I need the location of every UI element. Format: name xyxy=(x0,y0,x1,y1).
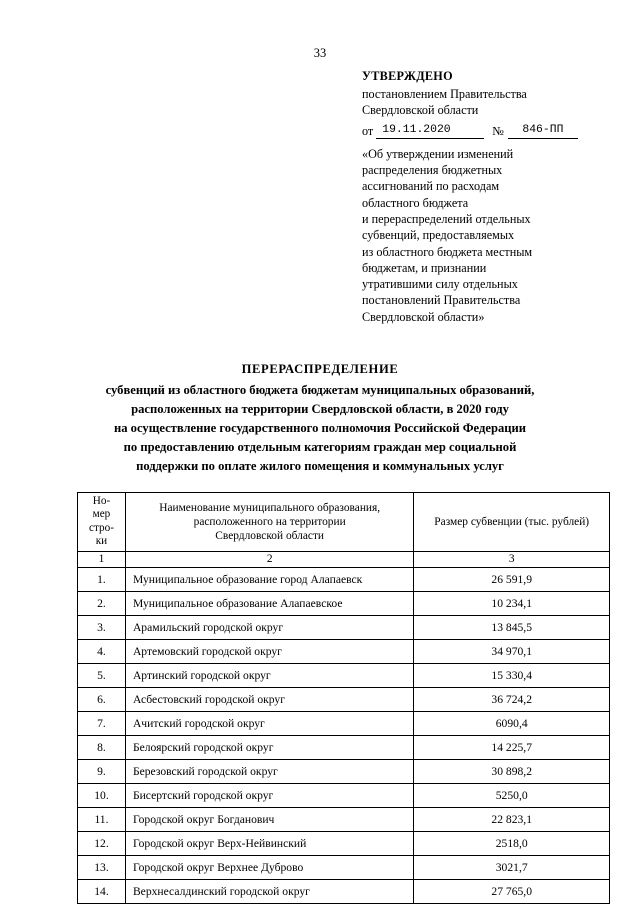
row-name: Бисертский городской округ xyxy=(125,783,413,807)
row-name: Городской округ Верх-Нейвинский xyxy=(125,831,413,855)
table-row xyxy=(78,807,610,831)
header-amount: Размер субвенции (тыс. рублей) xyxy=(414,493,610,552)
row-value: 26 591,9 xyxy=(414,567,610,591)
heading-line-4: по предоставлению отдельным категориям граждан мер социальной xyxy=(123,440,517,454)
row-value: 15 330,4 xyxy=(414,663,610,687)
approval-line-1: постановлением Правительства xyxy=(362,87,527,102)
number-label: № xyxy=(492,123,504,138)
table-row xyxy=(78,567,610,591)
row-name: Городской округ Верхнее Дуброво xyxy=(125,855,413,879)
row-index: 6. xyxy=(78,687,126,711)
row-index: 12. xyxy=(78,831,126,855)
row-value: 34 970,1 xyxy=(414,639,610,663)
table-row xyxy=(78,639,610,663)
page-number: 33 xyxy=(313,46,327,60)
table-row xyxy=(78,711,610,735)
row-name: Городской округ Богданович xyxy=(125,807,413,831)
column-number-1: 1 xyxy=(78,551,126,567)
heading-line-2: расположенных на территории Свердловской области, в 2020 году xyxy=(131,402,509,416)
row-value: 5250,0 xyxy=(414,783,610,807)
column-number-2: 2 xyxy=(125,551,413,567)
row-value: 10 234,1 xyxy=(414,591,610,615)
row-value: 27 765,0 xyxy=(414,879,610,903)
heading-line-5: поддержки по оплате жилого помещения и коммунальных услуг xyxy=(136,459,504,473)
table-row xyxy=(78,759,610,783)
approval-date-row xyxy=(362,122,608,139)
table-row xyxy=(78,663,610,687)
date-label: от xyxy=(362,123,374,138)
date-value: 19.11.2020 xyxy=(376,122,484,139)
header-row-number-line-3: стро- xyxy=(89,521,114,534)
quote-line-6: субвенций, предоставляемых xyxy=(362,228,515,243)
table-row xyxy=(78,855,610,879)
document-heading xyxy=(52,360,588,476)
row-name: Верхнесалдинский городской округ xyxy=(125,879,413,903)
quote-line-4: областного бюджета xyxy=(362,195,469,210)
row-value: 13 845,5 xyxy=(414,615,610,639)
header-name-line-3: Свердловской области xyxy=(215,529,325,542)
table-row xyxy=(78,615,610,639)
row-name: Муниципальное образование город Алапаевск xyxy=(125,567,413,591)
row-name: Артинский городской округ xyxy=(125,663,413,687)
row-index: 11. xyxy=(78,807,126,831)
approval-quote xyxy=(362,146,608,325)
table-row xyxy=(78,687,610,711)
quote-line-7: из областного бюджета местным xyxy=(362,244,533,259)
quote-line-1: «Об утверждении изменений xyxy=(362,146,514,161)
row-value: 6090,4 xyxy=(414,711,610,735)
row-name: Арамильский городской округ xyxy=(125,615,413,639)
row-name: Асбестовский городской округ xyxy=(125,687,413,711)
table-column-numbers-row xyxy=(78,551,610,567)
heading-line-1: субвенций из областного бюджета бюджетам муниципальных образований, xyxy=(105,383,535,397)
table-row xyxy=(78,783,610,807)
row-value: 30 898,2 xyxy=(414,759,610,783)
row-value: 22 823,1 xyxy=(414,807,610,831)
header-row-number-line-4: ки xyxy=(95,535,108,548)
number-value: 846-ПП xyxy=(508,122,578,139)
row-index: 2. xyxy=(78,591,126,615)
row-value: 14 225,7 xyxy=(414,735,610,759)
table-row xyxy=(78,879,610,903)
approval-block xyxy=(362,68,608,325)
quote-line-5: и перераспределений отдельных xyxy=(362,212,531,226)
row-index: 5. xyxy=(78,663,126,687)
quote-line-11: Свердловской области» xyxy=(362,309,485,324)
header-row-number-line-2: мер xyxy=(92,508,111,521)
approval-title: УТВЕРЖДЕНО xyxy=(362,69,453,83)
row-name: Артемовский городской округ xyxy=(125,639,413,663)
header-name-line-1: Наименование муниципального образования, xyxy=(159,501,381,514)
header-row-number xyxy=(78,493,126,552)
row-index: 7. xyxy=(78,711,126,735)
quote-line-2: распределения бюджетных xyxy=(362,163,503,178)
header-row-number-line-1: Но- xyxy=(92,495,111,507)
quote-line-9: утратившими силу отдельных xyxy=(362,277,518,292)
row-name: Ачитский городской округ xyxy=(125,711,413,735)
table-row xyxy=(78,735,610,759)
row-index: 3. xyxy=(78,615,126,639)
row-value: 3021,7 xyxy=(414,855,610,879)
table-body xyxy=(78,567,610,903)
table-row xyxy=(78,591,610,615)
row-index: 9. xyxy=(78,759,126,783)
column-number-3: 3 xyxy=(414,551,610,567)
row-index: 10. xyxy=(78,783,126,807)
heading-title: ПЕРЕРАСПРЕДЕЛЕНИЕ xyxy=(241,362,399,376)
quote-line-3: ассигнований по расходам xyxy=(362,179,500,194)
row-name: Белоярский городской округ xyxy=(125,735,413,759)
table-header-row xyxy=(78,493,610,552)
row-name: Муниципальное образование Алапаевское xyxy=(125,591,413,615)
row-value: 36 724,2 xyxy=(414,687,610,711)
quote-line-10: постановлений Правительства xyxy=(362,293,521,308)
header-name xyxy=(125,493,413,552)
subventions-table xyxy=(77,492,610,904)
row-index: 4. xyxy=(78,639,126,663)
heading-line-3: на осуществление государственного полномочия Российской Федерации xyxy=(113,421,527,435)
quote-line-8: бюджетам, и признании xyxy=(362,260,487,275)
row-name: Березовский городской округ xyxy=(125,759,413,783)
row-index: 13. xyxy=(78,855,126,879)
table-row xyxy=(78,831,610,855)
row-value: 2518,0 xyxy=(414,831,610,855)
row-index: 1. xyxy=(78,567,126,591)
row-index: 14. xyxy=(78,879,126,903)
header-name-line-2: расположенного на территории xyxy=(193,515,346,528)
table-header xyxy=(78,493,610,568)
approval-line-2: Свердловской области xyxy=(362,103,479,118)
row-index: 8. xyxy=(78,735,126,759)
